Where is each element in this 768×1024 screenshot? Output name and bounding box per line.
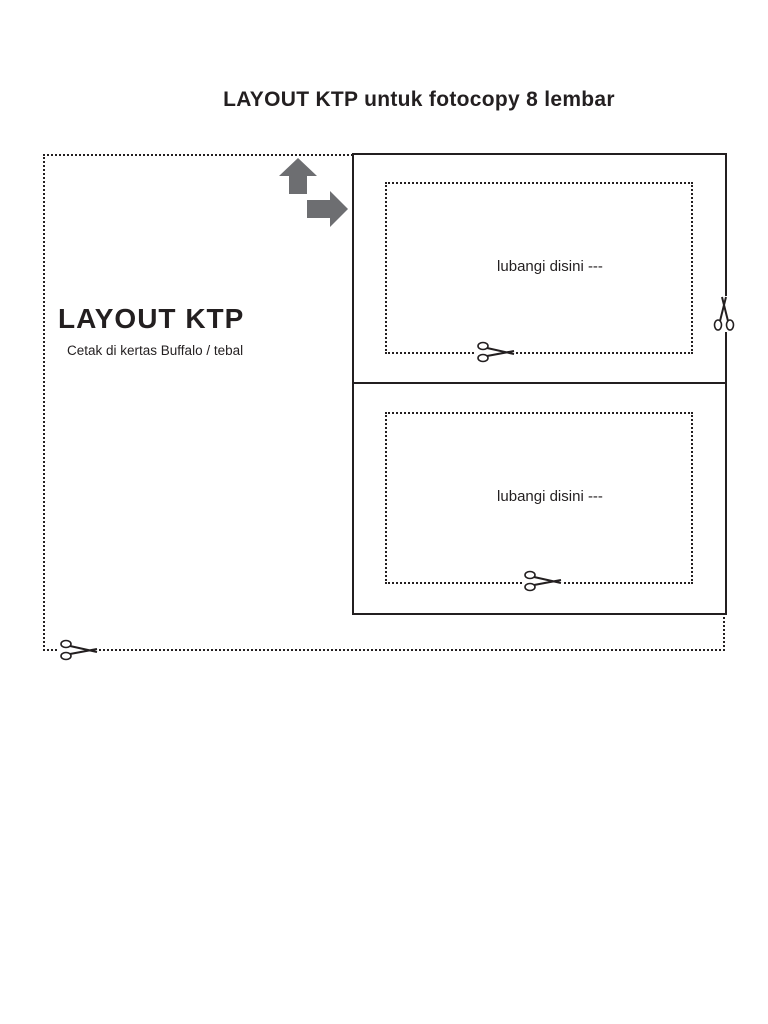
document-title: LAYOUT KTP untuk fotocopy 8 lembar — [223, 88, 615, 111]
card-divider — [352, 382, 727, 384]
arrow-right-icon — [307, 191, 349, 227]
scissors-icon — [712, 296, 736, 332]
cutout-label: lubangi disini --- — [497, 488, 603, 505]
cutout-label: lubangi disini --- — [497, 258, 603, 275]
arrow-up-icon — [278, 158, 318, 194]
layout-heading: LAYOUT KTP — [58, 303, 245, 334]
scissors-icon — [476, 340, 516, 364]
print-instruction: Cetak di kertas Buffalo / tebal — [67, 343, 244, 358]
scissors-icon — [523, 569, 563, 593]
scissors-icon — [59, 638, 99, 662]
